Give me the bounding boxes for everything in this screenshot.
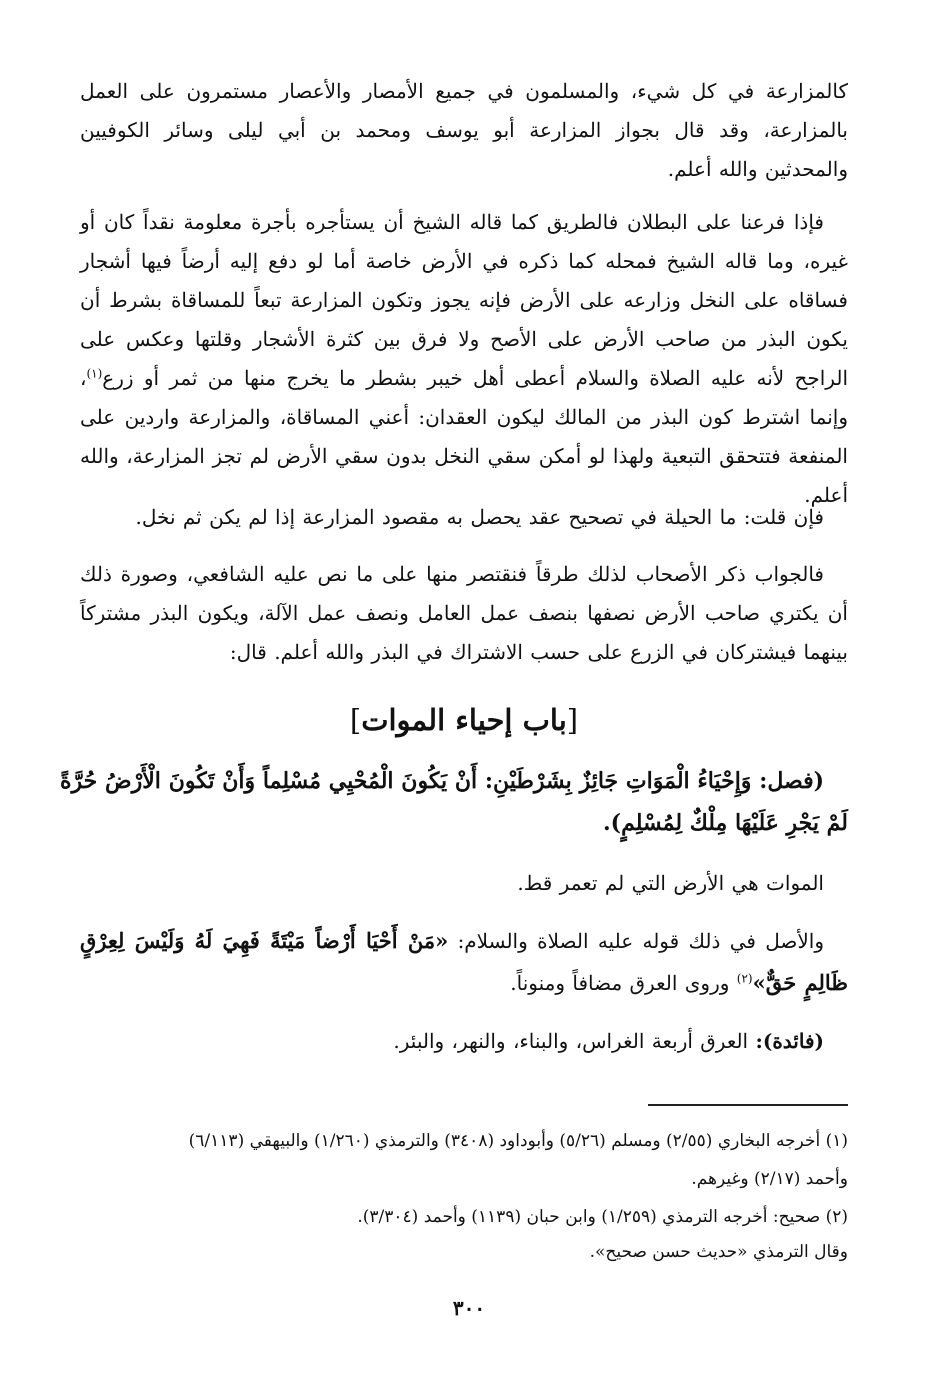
- paragraph-text: فالجواب ذكر الأصحاب لذلك طرقاً فنقتصر منها على ما نص عليه الشافعي، وصورة ذلك أن يكتري صاحب الأرض نصفها بنصف عمل العامل ونصف عمل الآلة، ويكون البذر مشتركاً بينهما فيشتركان في الزرع على حسب الاشتراك في البذر والله أعلم. قال:: [80, 562, 848, 664]
- footnote-text: وأحمد (٢/١٧) وغيرهم.: [691, 1169, 848, 1189]
- paragraph-text: الموات هي الأرض التي لم تعمر قط.: [517, 871, 824, 895]
- chapter-heading: [80, 700, 848, 740]
- paragraph-text: العرق أربعة الغراس، والبناء، والنهر، والبئر.: [393, 1029, 749, 1053]
- page-number: ٣٠٠: [452, 1296, 486, 1320]
- paragraph-text: والأصل في ذلك قوله عليه الصلاة والسلام:: [457, 929, 825, 953]
- paragraph-text: فإذا فرعنا على البطلان فالطريق كما قاله الشيخ أن يستأجره بأجرة معلومة نقداً كان أو غيره، وما قاله الشيخ فمحله كما ذكره في الأرض خاصة أما لو دفع إليه أرضاً فيها أشجار فساقاه على النخل وزارعه على الأرض فإنه يجوز وتكون المزارعة تبعاً للمساقاة بشرط أن يكون البذر من صاحب الأرض على الأصح ولا فرق بين كثرة الأشجار وقلتها وعكس على الراجح لأنه عليه الصلاة والسلام أعطى أهل خيبر بشطر ما يخرج منها من ثمر أو زرع: [80, 210, 848, 390]
- footnote-2-continuation: [62, 1238, 876, 1267]
- paragraph-question: [80, 498, 848, 537]
- chapter-title: باب إحياء الموات: [361, 703, 567, 737]
- paragraph-text: فإن قلت: ما الحيلة في تصحيح عقد يحصل به مقصود المزارعة إذا لم يكن ثم نخل.: [135, 505, 824, 529]
- footnote-text: (٢) صحيح: أخرجه الترمذي (١/٢٥٩) وابن حبان (١١٣٩) وأحمد (٣/٣٠٤).: [357, 1207, 848, 1227]
- benefit-label: (فائدة):: [755, 1029, 824, 1053]
- footnote-1-continuation: [62, 1165, 876, 1194]
- footnote-marker-1[interactable]: (١): [86, 366, 103, 381]
- bracket-open: [: [566, 703, 579, 737]
- paragraph-answer: [80, 555, 848, 672]
- paragraph-text: ، وإنما اشترط كون البذر من المالك ليكون العقدان: أعني المساقاة، والمزارعة واردين على المنفعة فتتحقق التبعية ولهذا لو أمكن سقي النخل بدون سقي الأرض لم تجز المزارعة، والله أعلم.: [80, 366, 848, 507]
- matn-fasl: (فصل: وَإِحْيَاءُ الْمَوَاتِ جَائِزٌ بِشَرْطَيْنِ: أَنْ يَكُونَ الْمُحْيِي مُسْلِماً وَأَنْ تَكُونَ الْأَرْضُ حُرَّةً لَمْ يَجْرِ عَلَيْهَا مِلْكٌ لِمُسْلِمٍ).: [60, 768, 848, 836]
- hadith-text: «مَنْ أَحْيَا أَرْضاً مَيْتَةً فَهِيَ لَهُ وَلَيْسَ لِعِرْقٍ ظَالِمٍ حَقٌّ»: [80, 928, 848, 995]
- footnote-1: [62, 1127, 848, 1156]
- footnote-2: [62, 1203, 848, 1232]
- paragraph-text: كالمزارعة في كل شيء، والمسلمون في جميع الأمصار والأعصار مستمرون على العمل بالمزارعة، وقد قال بجواز المزارعة أبو يوسف ومحمد بن أبي ليلى وسائر الكوفيين والمحدثين والله أعلم.: [80, 79, 848, 181]
- footnote-text: وقال الترمذي «حديث حسن صحيح».: [589, 1242, 848, 1262]
- paragraph-definition: [80, 864, 848, 903]
- footnote-marker-2[interactable]: (٢): [736, 971, 753, 986]
- bracket-close: ]: [349, 703, 362, 737]
- footnote-separator: [648, 1104, 848, 1106]
- paragraph-text: وروى العرق مضافاً ومنوناً.: [510, 971, 730, 995]
- paragraph-evidence: [80, 920, 848, 1004]
- paragraph-batlan: [80, 203, 848, 515]
- paragraph-benefit: [80, 1022, 848, 1061]
- matn-text: [60, 760, 848, 844]
- paragraph-continuation: [80, 72, 848, 189]
- footnote-text: (١) أخرجه البخاري (٢/٥٥) ومسلم (٥/٢٦) وأبوداود (٣٤٠٨) والترمذي (١/٢٦٠) والبيهقي (٦/١١٣): [188, 1131, 848, 1151]
